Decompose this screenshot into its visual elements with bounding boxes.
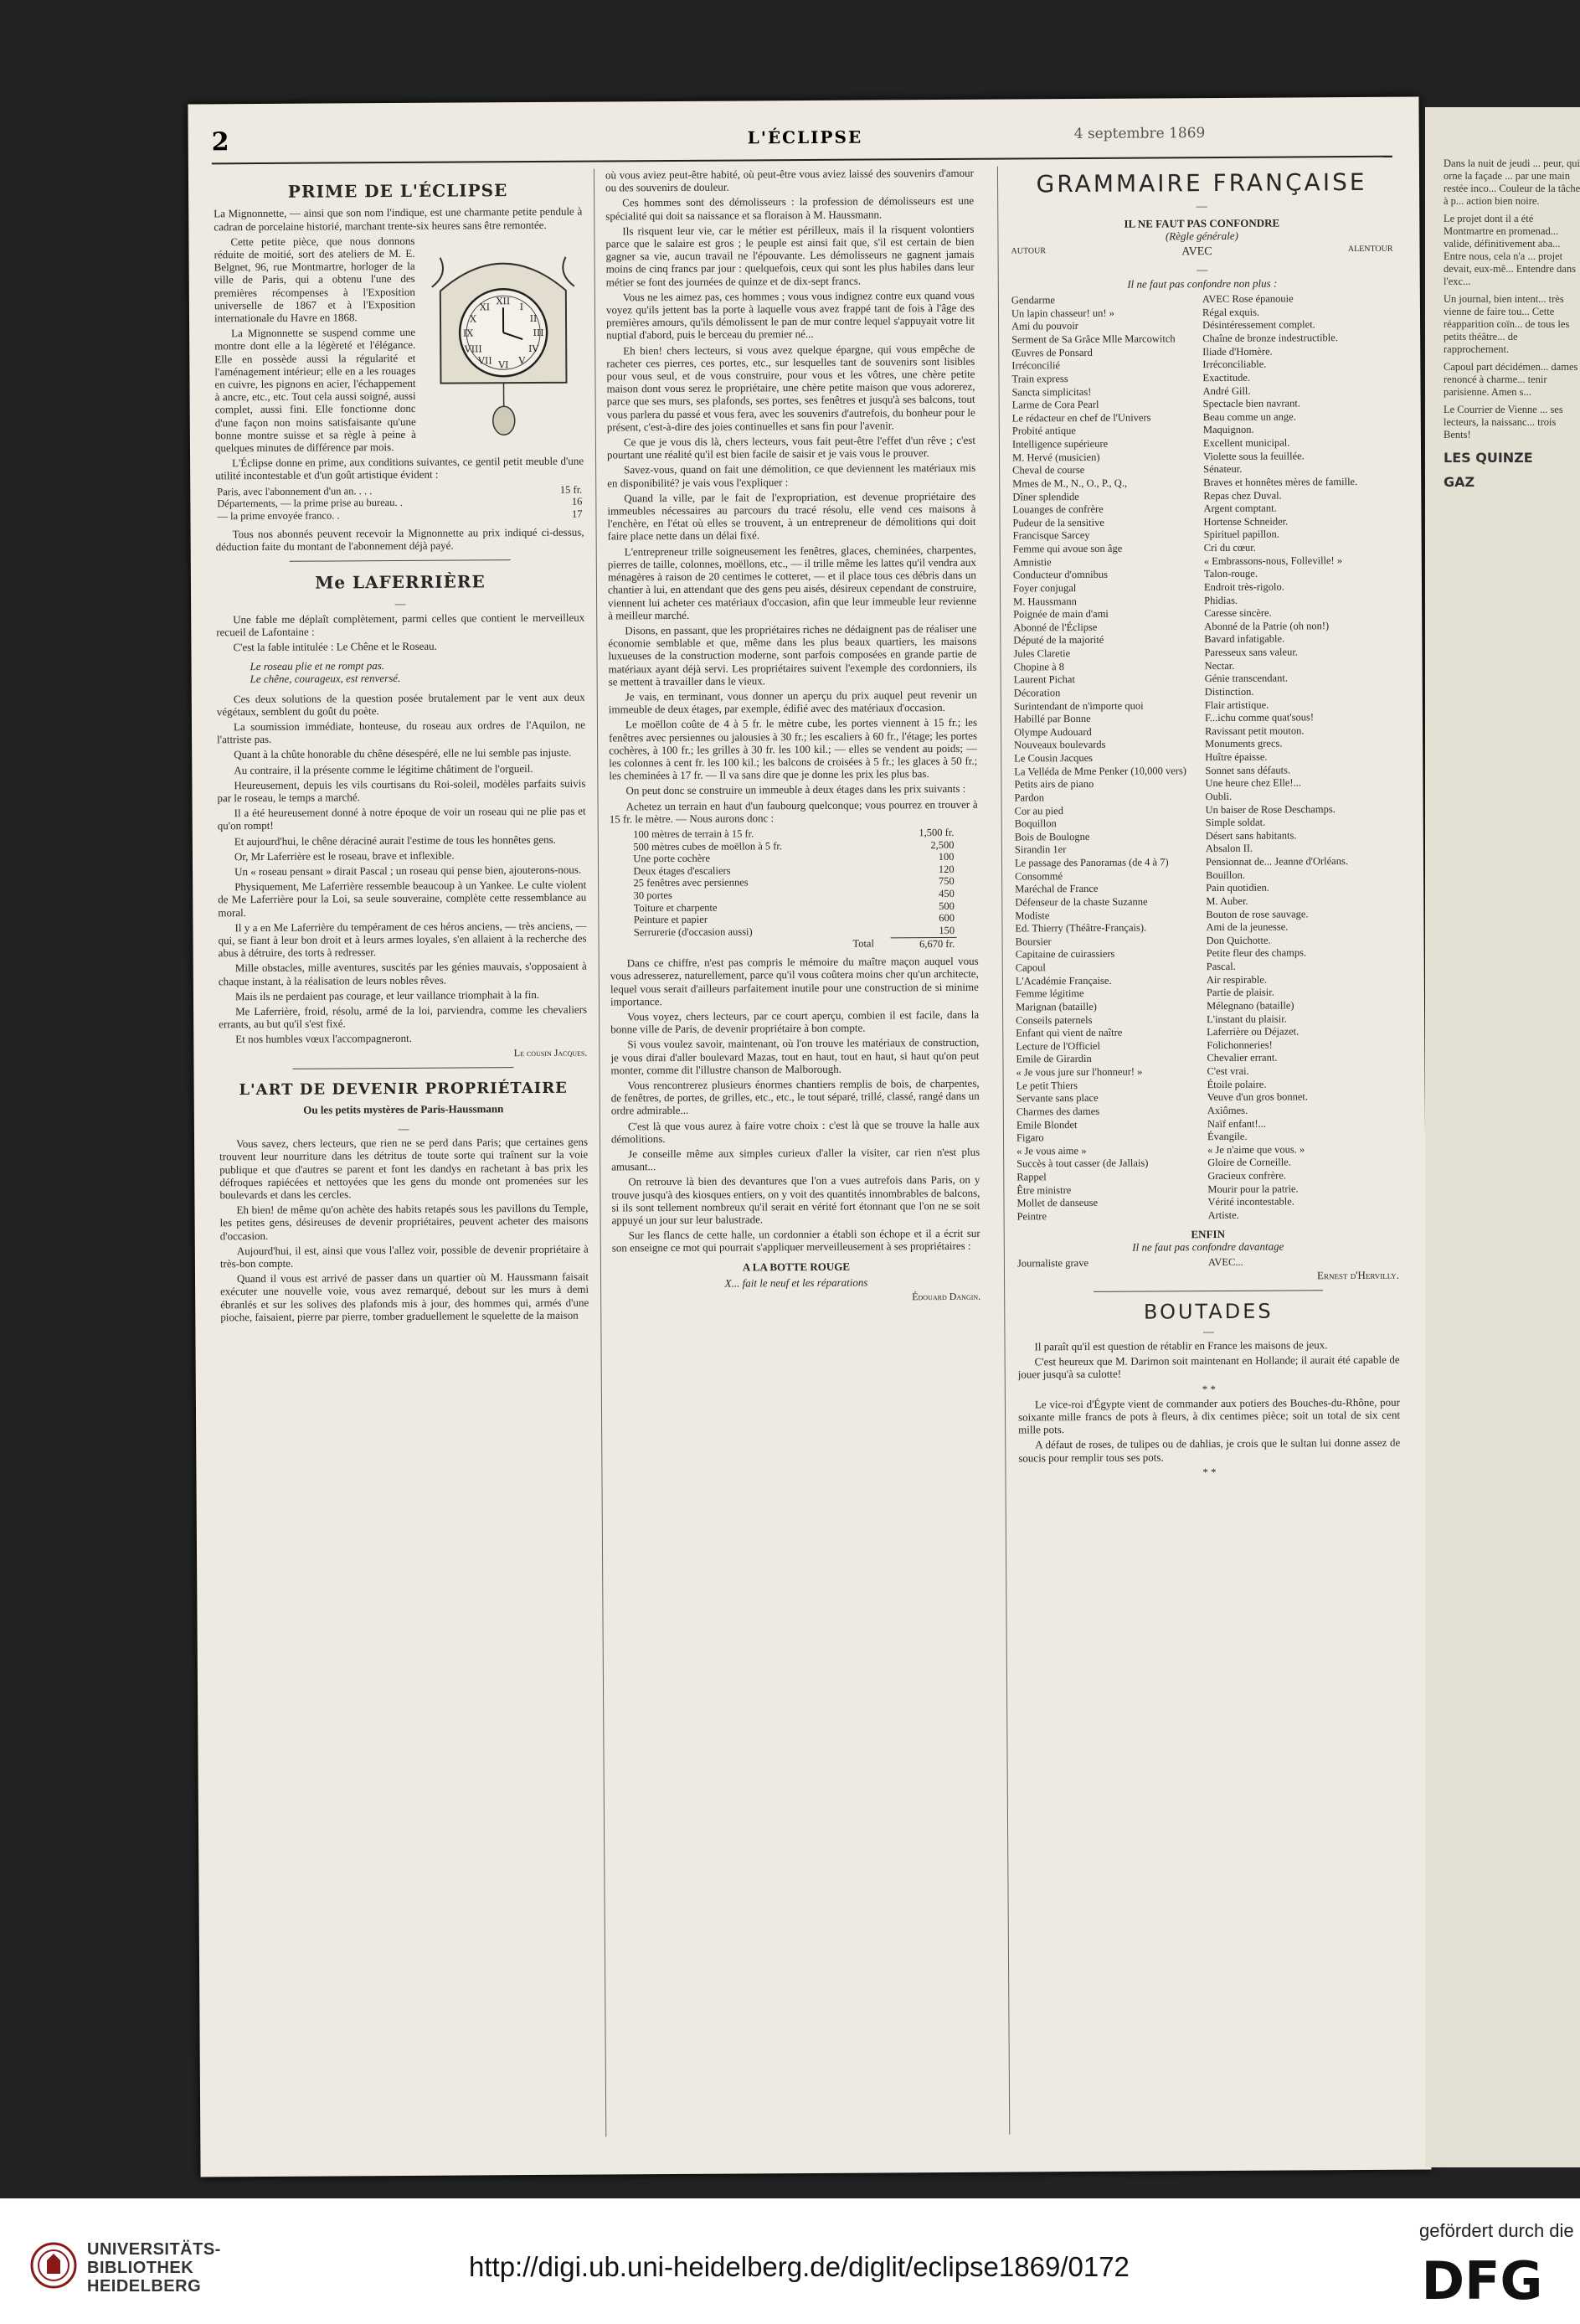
pair-row: Marignan (bataille) Mélegnano (bataille)	[1016, 999, 1294, 1013]
pair-row: Ed. Thierry (Théâtre-Français). Ami de la jeunesse.	[1015, 920, 1289, 935]
facing-heading: LES QUINZE	[1444, 450, 1533, 466]
pair-row: Être ministre Mourir pour la patrie.	[1016, 1183, 1299, 1197]
pair-row: Figaro Évangile.	[1016, 1130, 1248, 1144]
art-subtitle: Ou les petits mystères de Paris-Haussmann	[303, 1101, 504, 1116]
pair-row: Défenseur de la chaste Suzanne M. Auber.	[1015, 894, 1248, 909]
svg-text:VI: VI	[498, 358, 509, 371]
viewer-footer	[0, 2198, 1580, 2324]
pair-row: Député de la majorité Bavard infatigable.	[1013, 632, 1285, 647]
pair-row: Abonné de l'Éclipse Abonné de la Patrie (oh non!)	[1013, 619, 1330, 634]
article-paragraph: C'est la fable intitulée : Le Chêne et le Roseau.	[233, 639, 437, 654]
column-rule	[997, 167, 1010, 2135]
pair-row: Œuvres de Ponsard Iliade d'Homère.	[1011, 345, 1273, 359]
pair-row: Lecture de l'Officiel Folichonneries!	[1016, 1038, 1273, 1053]
svg-text:V: V	[518, 354, 526, 366]
cost-row: 25 fenêtres avec persiennes 750	[633, 875, 955, 889]
article-paragraph: Ils risquent leur vie, car le métier est périlleux, mais il la risquent volontiers parce que le salaire est gros ; le peuple est ainsi fait que, s'il est certain de bien gagner sa vie, aucun travail ne l'épouvante. Les démolisseurs ne gagnent jamais moins de cinq francs par jour : quelquefois, ceux qui sont les plus habiles dans leur métier se font des journées de quinze et de dix-sept francs.	[605, 222, 975, 289]
cost-row: 500 mètres cubes de moëllon à 5 fr. 2,500	[633, 838, 955, 853]
byline: Le cousin Jacques.	[513, 1046, 588, 1059]
page-number: 2	[211, 127, 229, 157]
pair-row: Probité antique Maquignon.	[1011, 424, 1254, 437]
funding-label: gefördert durch die	[1419, 2220, 1574, 2241]
article-paragraph: C'est là que vous aurez à faire votre choix : c'est là que se trouve la halle aux démolitions.	[610, 1117, 980, 1146]
svg-text:IX: IX	[462, 327, 474, 339]
article-paragraph: Sur les flancs de cette halle, un cordonnier a établi son échope et il a écrit sur son enseigne ce mot qui pourrait s'appliquer merveilleusement à ses propriétaires :	[611, 1227, 980, 1255]
article-paragraph: Ce que je vous dis là, chers lecteurs, vous fait peut-être l'effet d'un rêve ; c'est pourtant une réalité qu'il est bien facile de saisir et je vais vous le prouver.	[606, 433, 975, 461]
section-divider	[292, 1067, 513, 1069]
article-paragraph: On retrouve là bien des devantures que l'on a vues autrefois dans Paris, on y trouve jusqu'à des kiosques entiers, on y voit des quantités innombrables de balcons, si ils sont tellement nombreux qu'il serait en vérité fort étonnant que l'on ne se soit appuyé un jour sur leur balustrade.	[611, 1173, 980, 1227]
grammaire-example-head: AUTOUR AVEC ALENTOUR	[1011, 245, 1393, 259]
article-paragraph: Eh bien! chers lecteurs, si vous avez quelque épargne, qui vous empêche de racheter ces pierres, ces portes, etc., sur lesquelles tant de souvenirs sont lisibles pour vous seul, et de vous construire, pour vous et les vôtres, une chère petite maison dont vous serez le propriétaire, une chère petite maison que vous adorerez, parce que ses murs, ses plafonds, ses portes, ses fenêtres et jusqu'à ses balcons, tout vous parlera du passé et vous fera, avec les souvenirs d'autrefois, du bonheur pour le présent, c'est-à-dire des joies continuelles et sans fin pour l'avenir.	[606, 342, 975, 434]
pair-row: La Velléda de Mme Penker (10,000 vers) Sonnet sans défauts.	[1014, 764, 1291, 778]
article-paragraph: Il a été heureusement donné à notre époque de voir un roseau qui ne plie pas et qu'on rompt!	[217, 804, 586, 832]
pair-row: Enfant qui vient de naître Laferrière ou Déjazet.	[1016, 1025, 1300, 1039]
art-title: L'ART DE DEVENIR PROPRIÉTAIRE	[239, 1079, 568, 1099]
pair-row: Habillé par Bonne F...ichu comme quat'sous!	[1013, 711, 1315, 725]
article-paragraph: Une fable me déplaît complètement, parmi celles que contient le merveilleux recueil de Lafontaine :	[216, 611, 585, 639]
pair-row: Emile de Girardin Chevalier errant.	[1016, 1051, 1278, 1065]
article-paragraph: Vous rencontrerez plusieurs énormes chantiers remplis de bois, de charpentes, de fenêtres, de portes, de grilles, etc., etc., le tout séparé, trillé, classé, rangé dans un ordre admirable...	[610, 1076, 980, 1117]
grammaire-note: Il ne faut pas confondre non plus :	[1127, 276, 1278, 291]
source-url[interactable]: http://digi.ub.uni-heidelberg.de/diglit/eclipse1869/0172	[469, 2251, 1130, 2282]
svg-text:II: II	[529, 312, 538, 324]
confusion-pairs-table	[1011, 292, 1399, 1224]
pair-row: Emile Blondet Naïf enfant!...	[1016, 1117, 1267, 1131]
article-paragraph: C'est heureux que M. Darimon soit maintenant en Hollande; il aurait été capable de jouer jusqu'à sa culotte!	[1017, 1353, 1400, 1381]
pair-row: M. Hervé (musicien) Violette sous la feuillée.	[1012, 450, 1305, 464]
svg-text:VII: VII	[477, 355, 492, 367]
article-paragraph: Ces hommes sont des démolisseurs : la profession de démolisseurs est une spécialité qui doit sa naissance et sa floraison à M. Haussmann.	[605, 194, 975, 223]
pair-row: Sirandin 1er Absalon II.	[1014, 843, 1253, 856]
article-paragraph: Mille obstacles, mille aventures, suscités par les génies mauvais, s'opposaient à chaque instant, à la réalisation de leurs nobles rêves.	[218, 960, 587, 987]
byline: Édouard Dangin.	[912, 1290, 981, 1303]
running-header	[212, 121, 1391, 162]
article-paragraph: Le vice-roi d'Égypte vient de commander aux potiers des Bouches-du-Rhône, pour soixante mille francs de pots à fleurs, à dix centimes pièce; soit un total de six cent mille pots.	[1018, 1395, 1401, 1436]
svg-text:IV: IV	[528, 343, 539, 354]
pair-row: Louanges de confrère Argent comptant.	[1012, 502, 1277, 516]
article-paragraph: Je conseille même aux simples curieux d'aller la visiter, car rien n'est plus amusant...	[611, 1145, 980, 1173]
pair-row: Larme de Cora Pearl Spectacle bien navrant.	[1011, 397, 1300, 411]
article-paragraph: Et aujourd'hui, le chêne déraciné aurait l'estime de tous les honnêtes gens.	[234, 832, 556, 848]
grammaire-title: GRAMMAIRE FRANÇAISE	[1036, 167, 1367, 198]
header-date: 4 septembre 1869	[1073, 125, 1206, 143]
verse-quote: Le roseau plie et ne rompt pas. Le chêne, courageux, est renversé.	[250, 659, 401, 686]
shop-sign-title: A LA BOTTE ROUGE	[742, 1260, 851, 1274]
cost-row: Toiture et charpente 500	[633, 899, 955, 914]
pair-row: Rappel Gracieux confrère.	[1016, 1169, 1287, 1183]
article-paragraph: Or, Mr Laferrière est le roseau, brave et inflexible.	[234, 848, 455, 863]
pair-row: Mmes de M., N., O., P., Q., Braves et honnêtes mères de famille.	[1012, 475, 1358, 490]
enfin-note: Il ne faut pas confondre davantage	[1132, 1239, 1284, 1254]
column-1: PRIME DE L'ÉCLIPSE La Mignonnette, — ainsi que son nom l'indique, est une charmante petite pendule à cadran de porcelaine historié, marchant trente-six heures sans être remontée. XII VI III IX I II IV V VII VIII X XI Cette petite pièce, que nous donnons réduite de moitié, sort des ateliers de M. E. Belgnet, 96, rue Montmartre, horloger de la ville de Paris, qui a obtenu l'une des premières récompenses à l'Exposition universelle de 1867 et à l'Exposition internationale du Havre en 1868. La Mignonnette se suspend comme une montre dont elle a la légèreté et l'élégance. Elle en possède aussi la régularité et l'aménagement intérieur; elle en a les rouages en cuivre, les pignons en acier, l'échappement à ancre, etc., etc. Tout cela aussi soigné, aussi complet, aussi fini. Elle fonctionne donc d'une façon non moins satisfaisante qu'une bonne montre suisse et sa règle à peine à quelques minutes de différence par mois. L'Éclipse donne en prime, aux conditions suivantes, ce gentil petit meuble d'une utilité incontestable et d'un goût artistique évident : Paris, avec l'abonnement d'un an. . . . 15 fr. Départements, — la prime prise au bureau. . 16 — la prime envoyée franco. . 17 Tous nos abonnés peuvent recevoir la Mignonnette au prix indiqué ci-dessus, déduction faite du montant de l'abonnement déjà payé. Me LAFERRIÈRE — Une fable me déplaît complètement, parmi celles que contient le merveilleux recueil de Lafontaine : C'est la fable intitulée : Le Chêne et le Roseau. Le roseau plie et ne rompt pas. Le chêne, courageux, est renversé. Ces deux solutions de la question posée brutalement par le vent aux deux végétaux, semblent du goût du poète. La soumission immédiate, honteuse, du roseau aux ordres de l'Aquilon, ne l'attriste pas. Quant à la chûte honorable du chêne désespéré, elle ne lui semble pas injuste. Au contraire, il la présente comme le légitime châtiment de l'orgueil. Heureusement, depuis les vils courtisans du Roi-soleil, modèles parfaits suivis par le roseau, le temps a marché. Il a été heureusement donné à notre époque de voir un roseau qui ne plie pas et qu'on rompt! Et aujourd'hui, le chêne déraciné aurait l'estime de tous les honnêtes gens. Or, Mr Laferrière est le roseau, brave et inflexible. Un « roseau pensant » dirait Pascal ; un roseau qui pense bien, ajouterons-nous. Physiquement, Me Laferrière ressemble beaucoup à un Yankee. Le culte violent de Me Laferrière pour la Loi, sa seule souveraine, complète cette ressemblance au moral. Il y a en Me Laferrière du tempérament de ces héros anciens, — très anciens, — qui, se fiant à leur bon droit et à leurs armes loyales, s'en allaient à la recherche des abus à détruire, des torts à redresser. Mille obstacles, mille aventures, suscités par les génies mauvais, s'opposaient à chaque instant, à la réalisation de leurs nobles rêves. Mais ils ne perdaient pas courage, et leur vaillance triomphait à la fin. Me Laferrière, froid, résolu, armé de la loi, parviendra, comme les chevaliers errants, au but qu'il s'est fixé. Et nos humbles vœux l'accompagneront. Le cousin Jacques. L'ART DE DEVENIR PROPRIÉTAIRE Ou les petits mystères de Paris-Haussmann — Vous savez, chers lecteurs, que rien ne se perd dans Paris; que certaines gens trouvent leur nourriture dans les détritus de toute sorte qui traînent sur la voie publique et que d'autres se parent et font les dandys en rachetant à bas prix les défroques rapiécées et nettoyées que les gens du monde ont promenées sur les boulevards et dans les cercles. Eh bien! de même qu'on achète des habits retapés sous les pavillons du Temple, les petites gens, désireuses de devenir propriétaires, peuvent acheter des maisons d'occasion. Aujourd'hui, il est, ainsi que vous l'allez voir, possible de devenir propriétaire à très-bon compte. Quand il vous est arrivé de passer dans un quartier où M. Haussmann faisait exécuter une nouvelle voie, vous avez remarqué, debout sur les murs à demi ébranlés et sur les solives des plafonds mis à jour, des hommes qui, armés d'une pioche, faisaient, pierre par pierre, tomber graduellement le squelette de la maison	[214, 180, 589, 1324]
grammaire-rule: (Règle générale)	[1165, 229, 1238, 243]
grammaire-subtitle: IL NE FAUT PAS CONFONDRE	[1124, 216, 1280, 230]
article-paragraph: Achetez un terrain en haut d'un faubourg quelconque; vous pourrez en trouver à 15 fr. le mètre. — Nous aurons donc :	[609, 797, 978, 826]
pair-row: Surintendant de n'importe quoi Flair artistique.	[1013, 698, 1269, 713]
article-paragraph: Heureusement, depuis les vils courtisans du Roi-soleil, modèles parfaits suivis par le roseau, le temps a marché.	[217, 776, 586, 805]
article-paragraph: Disons, en passant, que les propriétaires riches ne dédaignent pas de réaliser une économie semblable et que, même dans les plus beaux quartiers, les maisons luxueuses de la construction moderne, sont parfois composées en grande partie de matériaux ayant déjà servi. Les propriétaires suivent l'exemple des cordonniers, ils se mettent à travailler dans le vieux.	[608, 621, 977, 688]
article-paragraph: A défaut de roses, de tulipes ou de dahlias, je crois que le sultan lui donne assez de soucis pour remplir tous ses pots.	[1018, 1436, 1401, 1465]
article-paragraph: Si vous voulez savoir, maintenant, où l'on trouve les matériaux de construction, je vous dirai d'aller boulevard Mazas, tout en haut, tout en haut, si haut qu'on peut monter, comme dit l'illustre chanson de Malborough.	[610, 1036, 980, 1077]
pair-row: Ami du pouvoir Désintéressement complet.	[1011, 318, 1315, 332]
pair-row: Olympe Audouard Ravissant petit mouton.	[1014, 724, 1305, 739]
pair-row: Sancta simplicitas! André Gill.	[1011, 384, 1251, 399]
article-paragraph: Physiquement, Me Laferrière ressemble beaucoup à un Yankee. Le culte violent de Me Laferrière pour la Loi, sa seule souveraine, complète cette ressemblance au moral.	[218, 878, 587, 919]
pair-row: Jules Claretie Paresseux sans valeur.	[1013, 646, 1298, 660]
pair-row: Nouveaux boulevards Monuments grecs.	[1014, 737, 1283, 751]
shop-sign-text: X... fait le neuf et les réparations	[724, 1275, 868, 1290]
article-paragraph: Au contraire, il la présente comme le légitime châtiment de l'orgueil.	[234, 761, 533, 776]
pair-row: Le passage des Panoramas (de 4 à 7) Pensionnat de... Jeanne d'Orléans.	[1014, 855, 1348, 869]
dfg-logo-icon	[1407, 2250, 1557, 2306]
pair-row: Capoul Pascal.	[1015, 960, 1236, 974]
column-2	[605, 167, 986, 2146]
pair-row: Femme légitime Partie de plaisir.	[1015, 986, 1274, 1000]
article-paragraph: Il paraît qu'il est question de rétablir en France les maisons de jeux.	[1034, 1338, 1328, 1353]
pair-row: « Je vous aime » « Je n'aime que vous. »	[1016, 1143, 1305, 1157]
pair-row: Cor au pied Un baiser de Rose Deschamps.	[1014, 802, 1336, 817]
pair-row: Boquillon Simple soldat.	[1014, 816, 1266, 830]
article-paragraph: Quant à la chûte honorable du chêne désespéré, elle ne lui semble pas injuste.	[234, 746, 572, 761]
article-paragraph: Il y a en Me Laferrière du tempérament de ces héros anciens, — très anciens, — qui, se fiant à leur bon droit et à leurs armes loyales, s'en allaient à la recherche des abus à détruire, des torts à redresser.	[218, 919, 587, 960]
pair-row: Amnistie « Embrassons-nous, Folleville! »	[1012, 554, 1343, 569]
pair-row: Conducteur d'omnibus Talon-rouge.	[1012, 567, 1258, 581]
svg-text:III: III	[533, 327, 544, 338]
pair-row: Pudeur de la sensitive Hortense Schneider.	[1012, 515, 1289, 529]
article-paragraph: Cette petite pièce, que nous donnons réduite de moitié, sort des ateliers de M. E. Belgnet, 96, rue Montmartre, horloger de la ville de Paris, qui a obtenu l'une des premières récompenses à l'Exposition universelle de 1867 et à l'Exposition internationale du Havre en 1868.	[214, 234, 415, 325]
facing-page-edge	[1425, 107, 1580, 2167]
pair-row: M. Haussmann Phidias.	[1013, 594, 1238, 608]
facing-heading: GAZ	[1444, 474, 1475, 491]
article-paragraph: où vous aviez peut-être habité, où peut-être vous aviez laissé des souvenirs d'amour ou des souvenirs de douleur.	[605, 166, 975, 194]
pair-row: Succès à tout casser (de Jallais) Gloire de Corneille.	[1016, 1156, 1291, 1170]
cost-row: 30 portes 450	[633, 888, 955, 902]
article-paragraph: La Mignonnette se suspend comme une montre dont elle a la légèreté et l'élégance. Elle en possède aussi la régularité et l'aménagement intérieur; elle en a les rouages en cuivre, les pignons en acier, l'échappement à ancre, etc., etc. Tout cela aussi soigné, aussi complet, aussi fini. Elle fonctionne donc d'une façon non moins satisfaisante qu'une bonne montre suisse et sa règle à peine à quelques minutes de différence par mois.	[214, 326, 416, 455]
pair-row: Le petit Thiers Étoile polaire.	[1016, 1078, 1267, 1092]
article-paragraph: Quand il vous est arrivé de passer dans un quartier où M. Haussmann faisait exécuter une nouvelle voie, vous avez remarqué, debout sur les murs à demi ébranlés et sur les solives des plafonds mis à jour, des hommes qui, armés d'une pioche, faisaient, pierre par pierre, tomber graduellement le squelette de la maison	[220, 1270, 589, 1324]
svg-text:I: I	[519, 301, 524, 312]
pair-row: Capitaine de cuirassiers Petite fleur des champs.	[1015, 946, 1307, 961]
pair-row: Le rédacteur en chef de l'Univers Beau comme un ange.	[1011, 410, 1296, 425]
facing-page-text: Dans la nuit de jeudi ... peur, qui orne la façade ... par une main restée inco... Couleur de la tâche à p... action bien noire. Le projet dont il a été Montmartre en promenad... valide, définitivement aba... Entre nous, cela n'a ... projet devait, eux-mê... Entendre dans l'exc... Un journal, bien intent... très vienne de faire tou... Cette réapparition coïn... de tous les petits théâtre... de rapprochement. Capoul part décidémen... dames renoncé à charme... tenir parisienne. Amen s... Le Courrier de Vienne ... ses lecteurs, la naissanc... trois Bents! LES QUINZE GAZ	[1444, 157, 1580, 491]
pair-row: Consommé Bouillon.	[1015, 868, 1246, 883]
article-paragraph: La Mignonnette, — ainsi que son nom l'indique, est une charmante petite pendule à cadran de porcelaine historié, marchant trente-six heures sans être remontée.	[214, 205, 583, 233]
article-paragraph: Savez-vous, quand on fait une démolition, ce que deviennent les matériaux mis en disponibilité? je vais vous l'expliquer :	[607, 461, 976, 490]
pair-row: Francisque Sarcey Spirituel papillon.	[1012, 528, 1279, 542]
pair-row: Poignée de main d'ami Caresse sincère.	[1013, 606, 1272, 621]
pair-row: Modiste Bouton de rose sauvage.	[1015, 907, 1309, 922]
price-row: Paris, avec l'abonnement d'un an. . . . 15 fr.	[217, 483, 583, 497]
article-paragraph: Je vais, en terminant, vous donner un aperçu du prix auquel peut revenir un immeuble de deux étages, par exemple, édifié avec des matériaux d'occasion.	[608, 688, 977, 716]
boutades-title: BOUTADES	[1143, 1299, 1274, 1324]
article-paragraph: Dans ce chiffre, n'est pas compris le mémoire du maître maçon auquel vous vous adresserez, naturellement, parce qu'il vous coûtera moins cher qu'un architecte, lequel vous serait d'ailleurs parfaitement inutile pour une construction de si minime importance.	[610, 954, 979, 1008]
article-paragraph: Mais ils ne perdaient pas courage, et leur vaillance triomphait à la fin.	[234, 987, 540, 1002]
cost-row: 100 mètres de terrain à 15 fr. 1,500 fr.	[633, 826, 955, 841]
pair-row: L'Académie Française. Air respirable.	[1015, 973, 1268, 987]
article-paragraph: Vous ne les aimez pas, ces hommes ; vous vous indignez contre eux quand vous voyez qu'ils jettent bas la porte à laquelle vous avez frappé tant de fois à l'âge des premières amours, qu'ils démolissent le pan de mur contre lequel s'appuyait votre lit nuptial d'abord, puis le berceau du premier né...	[605, 288, 975, 342]
cost-row: Peinture et papier 600	[633, 912, 955, 926]
clock-illustration	[423, 240, 583, 437]
article-paragraph: Vous savez, chers lecteurs, que rien ne se perd dans Paris; que certaines gens trouvent leur nourriture dans les détritus de toute sorte qui traînent sur la voie publique et que d'autres se parent et font les dandys en rachetant à bas prix les défroques rapiécées et nettoyées que les gens du monde ont promenées sur les boulevards et dans les cercles.	[219, 1135, 589, 1202]
article-paragraph: Aujourd'hui, il est, ainsi que vous l'allez voir, possible de devenir propriétaire à très-bon compte.	[219, 1242, 589, 1270]
svg-text:XII: XII	[496, 295, 511, 307]
pair-row: Femme qui avoue son âge Cri du cœur.	[1012, 541, 1256, 555]
cost-table	[631, 827, 956, 952]
article-paragraph: Le moëllon coûte de 4 à 5 fr. le mètre cube, les portes viennent à 15 fr.; les fenêtres avec persiennes ou jalousies à 30 fr.; les escaliers à 60 fr., l'étage; les portes cochères, à 100 fr.; les grilles à 30 fr. les 100 kil.; — elles se vendent au poids; — les colonnes à cent fr. les 100 kil.; les balcons de croisées à 5 fr.; les glaces à 50 fr.; les cheminées à 17 fr. — Il va sans dire que je donne les prix les plus bas.	[609, 716, 978, 782]
pair-row: Boursier Don Quichotte.	[1015, 934, 1271, 948]
article-paragraph: Quand la ville, par le fait de l'expropriation, est devenue propriétaire des immeubles nécessaires au parcours du tracé résolu, elle vend ces maisons à l'enchère, en l'état où elles se trouvent, à un entrepreneur de démolitions qui doit faire place nette dans un délai fixé.	[607, 489, 976, 543]
article-paragraph: Me Laferrière, froid, résolu, armé de la loi, parviendra, comme les chevaliers errants, au but qu'il s'est fixé.	[219, 1002, 588, 1031]
pair-row: Chopine à 8 Nectar.	[1013, 659, 1235, 673]
svg-text:XI: XI	[479, 301, 491, 313]
pair-row: Le Cousin Jacques Huître épaisse.	[1014, 750, 1268, 765]
university-library-label: UNIVERSITÄTS- BIBLIOTHEK HEIDELBERG	[87, 2240, 221, 2296]
pair-row: Cheval de course Sénateur.	[1012, 463, 1243, 477]
price-row: — la prime envoyée franco. . 17	[217, 508, 583, 523]
pair-row: Dîner splendide Repas chez Duval.	[1012, 489, 1282, 503]
cost-row: Deux étages d'escaliers 120	[633, 863, 955, 878]
pair-row: Pardon Oubli.	[1014, 790, 1233, 804]
pair-row: Mollet de danseuse Vérité incontestable.	[1016, 1195, 1294, 1209]
pair-row: Conseils paternels L'instant du plaisir.	[1016, 1013, 1287, 1027]
newspaper-page	[188, 97, 1431, 2177]
pair-row: Irréconcilié Irréconciliable.	[1011, 358, 1267, 372]
pair-row: Peintre Artiste.	[1016, 1208, 1239, 1223]
pair-row: Décoration Distinction.	[1013, 685, 1254, 699]
pair-row: Foyer conjugal Endroit très-rigolo.	[1012, 580, 1284, 595]
article-paragraph: Ces deux solutions de la question posée brutalement par le vent aux deux végétaux, semblent du goût du poète.	[216, 690, 585, 719]
cost-row: Serrurerie (d'occasion aussi) 150	[633, 924, 955, 939]
article-paragraph: L'entrepreneur trille soigneusement les fenêtres, glaces, cheminées, charpentes, pierres de taille, colonnes, moëllons, etc., — il trille même les lattes qu'il vendra aux ménagères à raison de 20 centimes le cotteret, — et il place tous ces débris dans un chantier à lui, en attendant que des gens peu aisés, désireux cependant de construire, viennent lui acheter ces matériaux d'occasion, afin que leur immeuble leur revienne à meilleur marché.	[607, 543, 977, 622]
article-paragraph: On peut donc se construire un immeuble à deux étages dans les prix suivants :	[625, 782, 966, 797]
journal-title: L'ÉCLIPSE	[747, 126, 863, 148]
article-paragraph: Tous nos abonnés peuvent recevoir la Mignonnette au prix indiqué ci-dessus, déduction faite du montant de l'abonnement déjà payé.	[215, 525, 584, 554]
svg-text:DFG: DFG	[1421, 2250, 1543, 2306]
pair-row: Train express Exactitude.	[1011, 371, 1251, 385]
pair-row: Laurent Pichat Génie transcendant.	[1013, 672, 1288, 686]
pair-row: Charmes des dames Axiômes.	[1016, 1104, 1248, 1118]
final-pair: Journaliste grave AVEC...	[1016, 1255, 1243, 1270]
article-paragraph: L'Éclipse donne en prime, aux conditions suivantes, ce gentil petit meuble d'une utilité incontestable et d'un goût artistique évident :	[215, 454, 584, 482]
cost-total-row: Total 6,670 fr.	[632, 937, 956, 951]
section-divider	[290, 559, 511, 562]
price-row: Départements, — la prime prise au bureau. . 16	[217, 495, 583, 510]
pair-row: Maréchal de France Pain quotidien.	[1015, 881, 1269, 895]
enfin-label: ENFIN	[1191, 1227, 1225, 1240]
section-divider	[1094, 1290, 1323, 1292]
pair-row: Petits airs de piano Une heure chez Elle!...	[1014, 776, 1302, 791]
pair-row: Bois de Boulogne Désert sans habitants.	[1014, 829, 1297, 843]
article-paragraph: Un « roseau pensant » dirait Pascal ; un roseau qui pense bien, ajouterons-nous.	[234, 863, 582, 879]
column-rule	[594, 169, 606, 2137]
article-paragraph: Eh bien! de même qu'on achète des habits retapés sous les pavillons du Temple, les petites gens, désireuses de devenir propriétaires, peuvent acheter des maisons d'occasion.	[219, 1201, 589, 1242]
pair-row: Serment de Sa Grâce Mlle Marcowitch Chaîne de bronze indestructible.	[1011, 332, 1338, 346]
pair-row: « Je vous jure sur l'honneur! » C'est vrai.	[1016, 1064, 1249, 1079]
cost-row: Une porte cochère 100	[633, 851, 955, 865]
pair-row: Un lapin chasseur! un! » Régal exquis.	[1011, 306, 1260, 320]
article-paragraph: La soumission immédiate, honteuse, du roseau aux ordres de l'Aquilon, ne l'attriste pas.	[217, 718, 586, 746]
svg-text:X: X	[470, 313, 476, 325]
price-list	[215, 483, 584, 523]
pair-row: Gendarme AVEC Rose épanouie	[1011, 292, 1294, 307]
column-3: GRAMMAIRE FRANÇAISE — IL NE FAUT PAS CONFONDRE (Règle générale) AUTOUR AVEC ALENTOUR — Il ne faut pas confondre non plus : Gendarme AVEC Rose épanouie Un lapin chasseur! un! » Régal exquis. Ami du pouvoir Désintéressement complet. Serment de Sa Grâce Mlle Marcowitch Chaîne de bronze indestructible. Œuvres de Ponsard Iliade d'Homère. Irréconcilié Irréconciliable. Train express Exactitude. Sancta simplicitas! André Gill. Larme de Cora Pearl Spectacle bien navrant. Le rédacteur en chef de l'Univers Beau comme un ange. Probité antique Maquignon. Intelligence supérieure Excellent municipal. M. Hervé (musicien) Violette sous la feuillée. Cheval de course Sénateur. Mmes de M., N., O., P., Q., Braves et honnêtes mères de famille. Dîner splendide Repas chez Duval. Louanges de confrère Argent comptant. Pudeur de la sensitive Hortense Schneider. Francisque Sarcey Spirituel papillon. Femme qui avoue son âge Cri du cœur. Amnistie « Embrassons-nous, Folleville! » Conducteur d'omnibus Talon-rouge. Foyer conjugal Endroit très-rigolo. M. Haussmann Phidias. Poignée de main d'ami Caresse sincère. Abonné de l'Éclipse Abonné de la Patrie (oh non!) Député de la majorité Bavard infatigable. Jules Claretie Paresseux sans valeur. Chopine à 8 Nectar. Laurent Pichat Génie transcendant. Décoration Distinction. Surintendant de n'importe quoi Flair artistique. Habillé par Bonne F...ichu comme quat'sous! Olympe Audouard Ravissant petit mouton. Nouveaux boulevards Monuments grecs. Le Cousin Jacques Huître épaisse. La Velléda de Mme Penker (10,000 vers) Sonnet sans défauts. Petits airs de piano Une heure chez Elle!... Pardon Oubli. Cor au pied Un baiser de Rose Deschamps. Boquillon Simple soldat. Bois de Boulogne Désert sans habitants. Sirandin 1er Absalon II. Le passage des Panoramas (de 4 à 7) Pensionnat de... Jeanne d'Orléans. Consommé Bouillon. Maréchal de France Pain quotidien. Défenseur de la chaste Suzanne M. Auber. Modiste Bouton de rose sauvage. Ed. Thierry (Théâtre-Français). Ami de la jeunesse. Boursier Don Quichotte. Capitaine de cuirassiers Petite fleur des champs. Capoul Pascal. L'Académie Française. Air respirable. Femme légitime Partie de plaisir. Marignan (bataille) Mélegnano (bataille) Conseils paternels L'instant du plaisir. Enfant qui vient de naître Laferrière ou Déjazet. Lecture de l'Officiel Folichonneries! Emile de Girardin Chevalier errant. « Je vous jure sur l'honneur! » C'est vrai. Le petit Thiers Étoile polaire. Servante sans place Veuve d'un gros bonnet. Charmes des dames Axiômes. Emile Blondet Naïf enfant!... Figaro Évangile. « Je vous aime » « Je n'aime que vous. » Succès à tout casser (de Jallais) Gloire de Corneille. Rappel Gracieux confrère. Être ministre Mourir pour la patrie. Mollet de danseuse Vérité incontestable. Peintre Artiste. ENFIN Il ne faut pas confondre davantage Journaliste grave AVEC... Ernest d'Hervilly. BOUTADES — Il paraît qu'il est question de rétablir en France les maisons de jeux. C'est heureux que M. Darimon soit maintenant en Hollande; il aurait été capable de jouer jusqu'à sa culotte! * * Le vice-roi d'Égypte vient de commander aux potiers des Bouches-du-Rhône, pour soixante mille francs de pots à fleurs, à dix centimes pièce; soit un total de six cent mille pots. A défaut de roses, de tulipes ou de dahlias, je crois que le sultan lui donne assez de soucis pour remplir tous ses pots. * *	[1011, 167, 1401, 1478]
university-seal-icon	[30, 2242, 77, 2289]
pair-row: Intelligence supérieure Excellent municipal.	[1011, 436, 1290, 451]
pair-row: Servante sans place Veuve d'un gros bonnet.	[1016, 1090, 1309, 1105]
prime-title: PRIME DE L'ÉCLIPSE	[287, 180, 508, 202]
laferriere-title: Me LAFERRIÈRE	[315, 571, 486, 593]
svg-text:VIII: VIII	[464, 343, 482, 355]
article-paragraph: Et nos humbles vœux l'accompagneront.	[235, 1032, 412, 1046]
byline: Ernest d'Hervilly.	[1316, 1268, 1400, 1281]
article-paragraph: Vous voyez, chers lecteurs, par ce court aperçu, combien il est facile, dans la bonne ville de Paris, de devenir propriétaire à bon compte.	[610, 1007, 980, 1036]
